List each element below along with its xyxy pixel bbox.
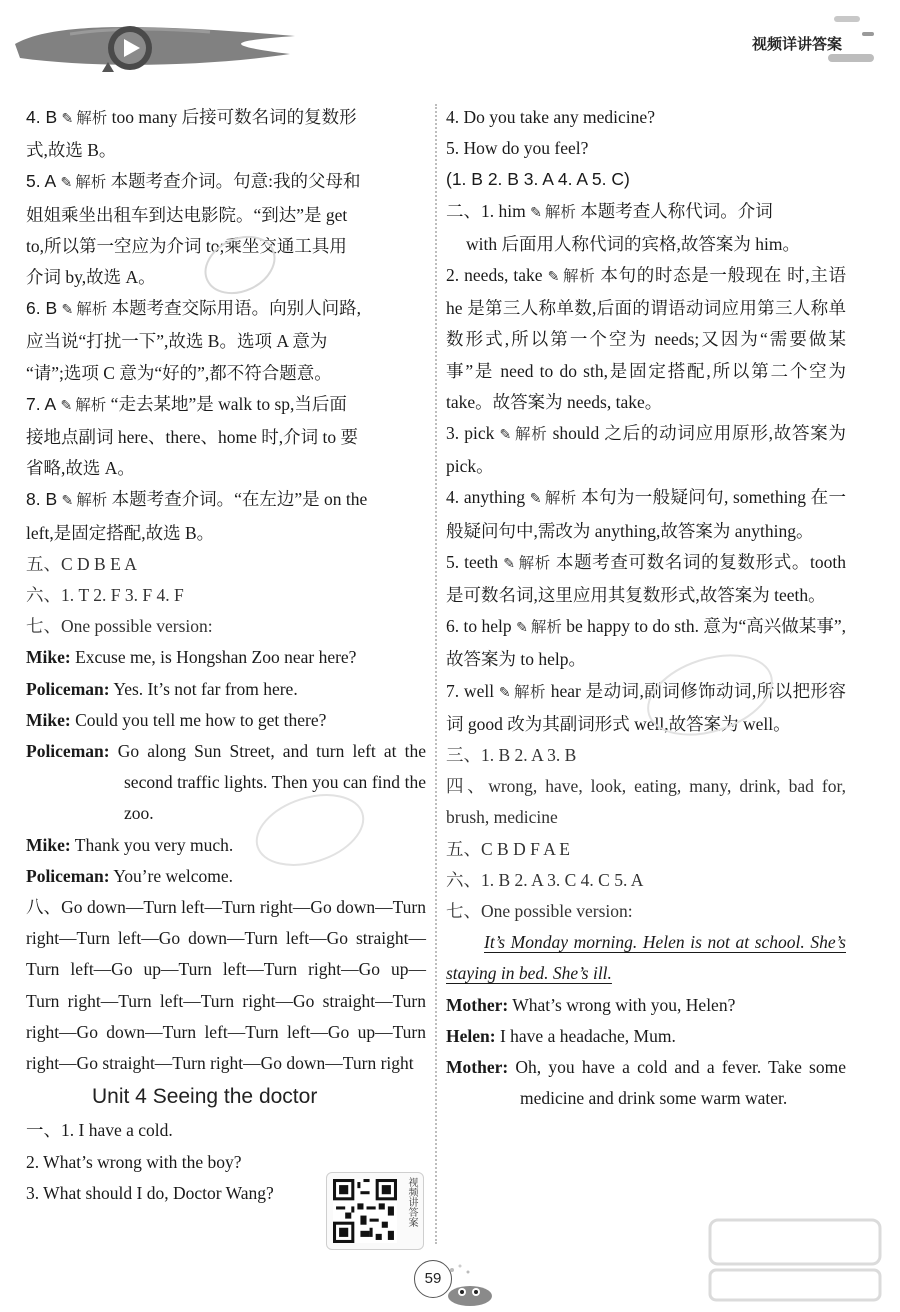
dialogue-line: Policeman: Yes. It’s not far from here. [26,678,298,699]
column-divider [435,104,437,1244]
qr-code-icon[interactable] [333,1179,397,1243]
analysis-tag: ✎ 解析 [61,491,108,510]
pen-icon: ✎ [499,427,512,444]
pen-icon: ✎ [503,555,515,572]
answer-5: 5. A ✎ 解析 本题考查介词。句意:我的父母和 姐姐乘坐出租车到达电影院。“到达”是 get to,所以第一空应为介词 to;乘坐交通工具用 介词 by,故选 A。 [26,171,361,288]
section-7: 七、One possible version: [26,616,213,637]
section-6: 六、1. B 2. A 3. C 4. C 5. A [446,869,644,890]
section-2-answer-2: 2. needs, take ✎ 解析 本句的时态是一般现在 时,主语 he 是第三人称单数,后面的谓语动词应用第三人称单数形式,所以第一个空为 needs;又因为“需要做某事”是 need to do sth,是固定搭配,所以第二个空为 take。故答案为 needs, take。 [446,265,847,412]
unit-answer-4: 4. Do you take any medicine? [446,107,655,127]
qr-code-box[interactable] [326,1172,424,1250]
pen-icon: ✎ [60,397,73,414]
dialogue-line: Policeman: You’re welcome. [26,865,234,886]
analysis-tag: ✎ 解析 [498,682,546,701]
analysis-tag: ✎ 解析 [60,173,107,192]
pen-icon: ✎ [498,684,511,701]
choice-answers: (1. B 2. B 3. A 4. A 5. C) [446,169,630,190]
dialogue-line: Mike: Excuse me, is Hongshan Zoo near here? [26,647,357,668]
answer-8: 8. B ✎ 解析 本题考查介词。“在左边”是 on the left,是固定搭配,故选 B。 [26,489,368,543]
section-8: 八、Go down—Turn left—Turn right—Go down—Turn right—Turn left—Go down—Turn left—Go straight—Turn left—Go up—Turn left—Turn right—Go up—Turn right—Turn left—Turn right—Go straight—Turn right—Go down—Turn left—Turn left—Go up—Turn right—Go straight—Turn right—Go down—Turn right [26,897,426,1074]
writing-intro: It’s Monday morning. Helen is not at school. She’s staying in bed. She’s ill. [446,932,846,984]
section-2-answer-6: 6. to help ✎ 解析 be happy to do sth. 意为“高兴做某事”,故答案为 to help。 [446,616,846,670]
unit-answer-2: 2. What’s wrong with the boy? [26,1151,242,1172]
section-2-answer-3: 3. pick ✎ 解析 should 之后的动词应用原形,故答案为 pick。 [446,423,847,477]
pen-icon: ✎ [60,175,73,192]
dialogue-line: Mother: Oh, you have a cold and a fever. Take some medicine and drink some warm water. [446,1057,846,1109]
section-6: 六、1. T 2. F 3. F 4. F [26,585,184,606]
answer-6: 6. B ✎ 解析 本题考查交际用语。向别人问路, 应当说“打扰一下”,故选 B。选项 A 意为 “请”;选项 C 意为“好的”,都不符合题意。 [26,298,362,383]
analysis-tag: ✎ 解析 [503,553,551,572]
analysis-tag: ✎ 解析 [516,618,562,637]
analysis-tag: ✎ 解析 [61,109,108,127]
analysis-tag: ✎ 解析 [61,300,108,319]
section-5: 五、C B D F A E [446,838,570,859]
pen-icon: ✎ [516,620,528,637]
unit-title: Unit 4 Seeing the doctor [92,1085,318,1109]
pen-icon: ✎ [61,302,74,319]
section-2-answer-1: 二、1. him ✎ 解析 本题考查人称代词。介词 with 后面用人称代词的宾格,故答案为 him。 [446,200,800,254]
dialogue-line: Mike: Thank you very much. [26,834,234,855]
page-number: 59 [414,1260,452,1298]
dialogue-line: Helen: I have a headache, Mum. [446,1025,676,1046]
answer-4: 4. B ✎ 解析 too many 后接可数名词的复数形 式,故选 B。 [26,107,357,161]
analysis-tag: ✎ 解析 [60,395,107,414]
section-2-answer-7: 7. well ✎ 解析 hear 是动词,副词修饰动词,所以把形容词 good 改为其副词形式 well,故答案为 well。 [446,680,846,734]
section-2-answer-5: 5. teeth ✎ 解析 本题考查可数名词的复数形式。tooth 是可数名词,这里应用其复数形式,故答案为 teeth。 [446,551,846,606]
section-5: 五、C D B E A [26,553,137,574]
pen-icon: ✎ [530,204,542,221]
dialogue-line: Mike: Could you tell me how to get there? [26,709,327,730]
right-column [446,102,846,1115]
analysis-tag: ✎ 解析 [530,202,576,221]
unit-answer-3: 3. What should I do, Doctor Wang? [26,1182,274,1203]
answer-7: 7. A ✎ 解析 “走去某地”是 walk to sp,当后面 接地点副词 here、there、home 时,介词 to 要 省略,故选 A。 [26,393,358,479]
unit-answer-5: 5. How do you feel? [446,138,589,159]
footer-mascot-icon [440,1262,500,1308]
corner-watermark-logo [700,1212,890,1308]
analysis-tag: ✎ 解析 [547,267,596,286]
analysis-tag: ✎ 解析 [499,425,548,444]
page-header [0,0,900,95]
header-deco-icon [828,14,878,68]
dialogue-line: Mother: What’s wrong with you, Helen? [446,994,736,1015]
section-4: 四、wrong, have, look, eating, many, drink, bad for, brush, medicine [446,776,846,828]
unit-answer-1: 一、1. I have a cold. [26,1120,173,1141]
section-3: 三、1. B 2. A 3. B [446,745,577,766]
analysis-tag: ✎ 解析 [529,489,577,508]
header-title: 视频详讲答案 [751,35,842,53]
pen-icon: ✎ [61,493,74,510]
qr-label: 视频讲答案 [406,1177,417,1227]
section-2-answer-4: 4. anything ✎ 解析 本句为一般疑问句, something 在一般疑问句中,需改为 anything,故答案为 anything。 [446,487,847,541]
pen-icon: ✎ [547,269,560,286]
left-column [26,102,426,1209]
section-7: 七、One possible version: [446,901,633,922]
pen-icon: ✎ [61,111,74,127]
pen-icon: ✎ [529,491,542,508]
dialogue-line: Policeman: Go along Sun Street, and turn left at the second traffic lights. Then you can find the zoo. [26,741,427,824]
header-brush-banner [10,14,300,74]
